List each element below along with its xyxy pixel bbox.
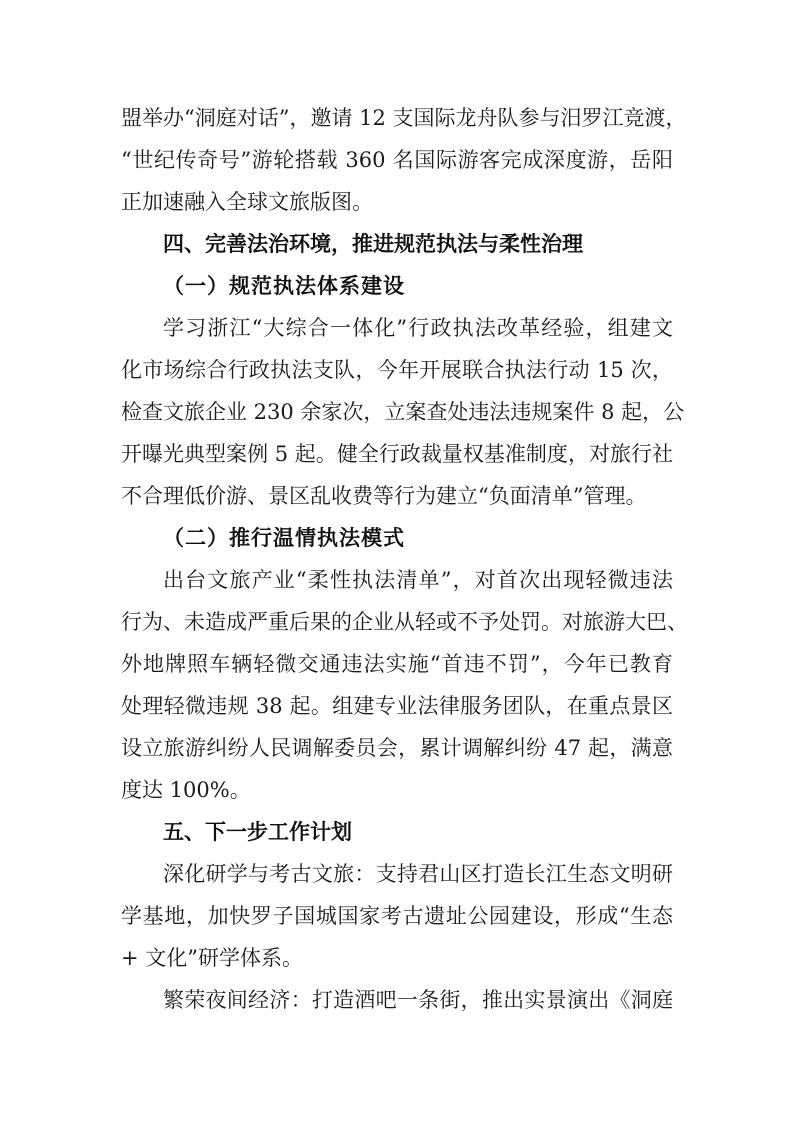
body-text-line: 繁荣夜间经济：打造酒吧一条街，推出实景演出《洞庭 — [163, 988, 673, 1012]
body-text-line: 不合理低价游、景区乱收费等行为建立“负面清单”管理。 — [121, 484, 647, 508]
subsection-heading: （二）推行温情执法模式 — [163, 525, 405, 550]
body-text-line: 度达 100%。 — [121, 778, 251, 802]
body-text-line: + 文化”研学体系。 — [121, 946, 304, 970]
body-text-line: “世纪传奇号”游轮搭载 360 名国际游客完成深度游，岳阳 — [121, 148, 673, 172]
body-text-line: 化市场综合行政执法支队，今年开展联合执法行动 15 次， — [121, 358, 673, 382]
section-heading: 四、完善法治环境，推进规范执法与柔性治理 — [163, 232, 583, 256]
body-text-line: 处理轻微违规 38 起。组建专业法律服务团队，在重点景区 — [121, 694, 673, 718]
body-text-line: 深化研学与考古文旅：支持君山区打造长江生态文明研 — [163, 862, 673, 886]
body-text-line: 开曝光典型案例 5 起。健全行政裁量权基准制度，对旅行社 — [121, 442, 673, 466]
body-text-line: 学基地，加快罗子国城国家考古遗址公园建设，形成“生态 — [121, 904, 673, 928]
body-text-line: 学习浙江“大综合一体化”行政执法改革经验，组建文 — [163, 316, 673, 340]
section-heading: 五、下一步工作计划 — [163, 820, 352, 844]
body-text-line: 盟举办“洞庭对话”，邀请 12 支国际龙舟队参与汨罗江竞渡， — [121, 106, 687, 130]
body-text-line: 出台文旅产业“柔性执法清单”，对首次出现轻微违法 — [163, 568, 673, 592]
body-text-line: 检查文旅企业 230 余家次，立案查处违法违规案件 8 起，公 — [121, 400, 685, 424]
body-text-line: 正加速融入全球文旅版图。 — [121, 190, 373, 214]
body-text-line: 行为、未造成严重后果的企业从轻或不予处罚。对旅游大巴、 — [121, 610, 688, 634]
body-text-line: 设立旅游纠纷人民调解委员会，累计调解纠纷 47 起，满意 — [121, 736, 673, 760]
body-text-line: 外地牌照车辆轻微交通违法实施“首违不罚”，今年已教育 — [121, 652, 673, 676]
subsection-heading: （一）规范执法体系建设 — [163, 273, 405, 298]
